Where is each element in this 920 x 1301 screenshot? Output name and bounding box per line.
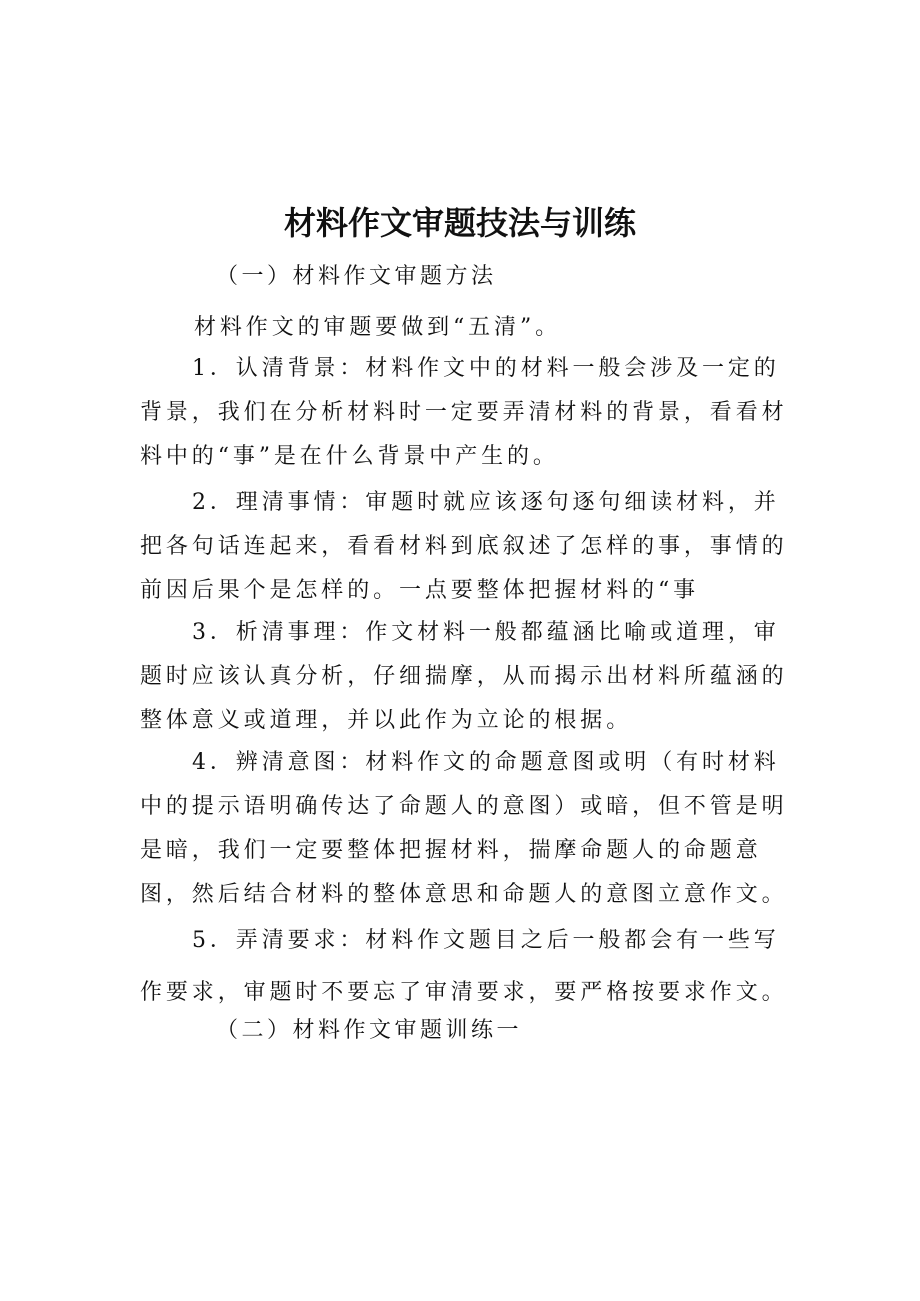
intro-paragraph: 材料作文的审题要做到“五清”。 (194, 315, 561, 340)
section-heading-2: （二）材料作文审题训练一 (216, 1018, 523, 1043)
document-title: 材料作文审题技法与训练 (283, 204, 636, 242)
list-item-events: 2．理清事情：审题时就应该逐句逐句细读材料，并把各句话连起来，看看材料到底叙述了怎样的事，事情的前因后果个是怎样的。一点要整体把握材料的“事 (140, 490, 788, 603)
list-item-background: 1．认清背景：材料作文中的材料一般会涉及一定的背景，我们在分析材料时一定要弄清材料的背景，看看材料中的“事”是在什么背景中产生的。 (140, 356, 788, 469)
list-item-intent: 4．辨清意图：材料作文的命题意图或明（有时材料中的提示语明确传达了命题人的意图）或暗，但不管是明是暗，我们一定要整体把握材料，揣摩命题人的命题意图，然后结合材料的整体意思和命题人的意图立意作文。 (140, 750, 788, 907)
section-heading-1: （一）材料作文审题方法 (216, 264, 497, 289)
list-item-requirements: 5．弄清要求：材料作文题目之后一般都会有一些写作要求，审题时不要忘了审清要求，要严格按要求作文。 (140, 928, 788, 1005)
list-item-reasoning: 3．析清事理：作文材料一般都蕴涵比喻或道理，审题时应该认真分析，仔细揣摩，从而揭示出材料所蕴涵的整体意义或道理，并以此作为立论的根据。 (140, 620, 788, 733)
